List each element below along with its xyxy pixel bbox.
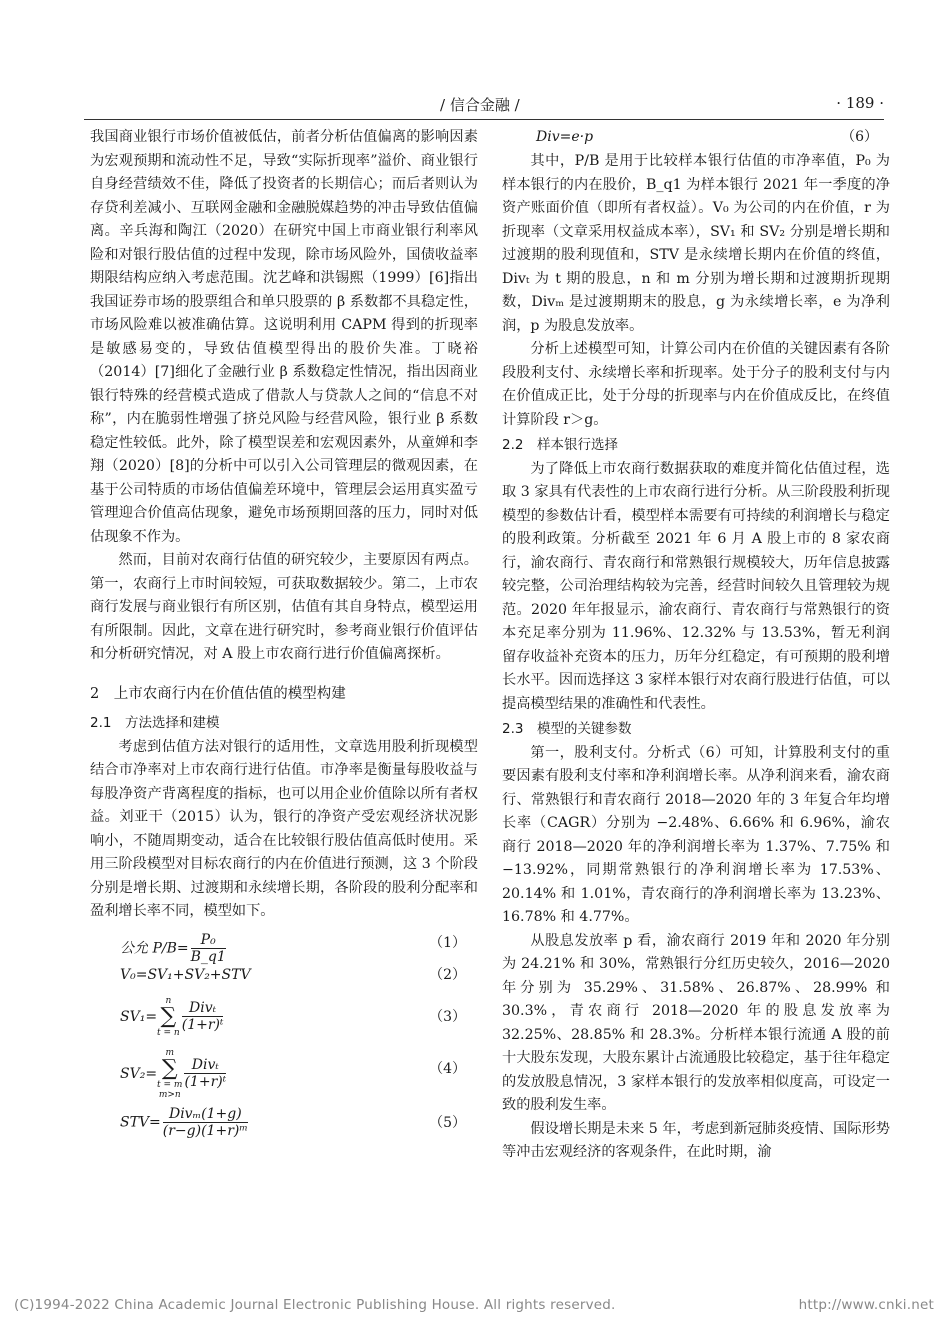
- eq-body: V₀=SV₁+SV₂+STV: [120, 966, 251, 983]
- eq-numerator: Divₘ(1+g): [163, 1106, 248, 1123]
- equation-1: [90, 924, 478, 965]
- eq-prefix: STV=: [120, 1114, 161, 1130]
- footer-link[interactable]: http://www.cnki.net: [798, 1297, 934, 1313]
- eq-prefix: SV₁=: [120, 1008, 158, 1025]
- subsection-heading: 2.2 样本银行选择: [502, 437, 618, 453]
- eq-body: Div=e·p: [536, 129, 594, 145]
- sum-condition: m>n: [158, 1089, 181, 1100]
- copyright-notice: (C)1994-2022 China Academic Journal Electronic Publishing House. All rights reserved.: [14, 1297, 616, 1313]
- paragraph: 分析上述模型可知，计算公司内在价值的关键因素有各阶段股利支付、永续增长率和折现率。处于分子的股利支付与内在价值成正比，处于分母的折现率与内在价值成反比，在终值计算阶段 r＞g。: [502, 341, 890, 428]
- eq-denominator: B_q1: [190, 948, 226, 965]
- journal-name: / 信合金融 /: [440, 96, 520, 114]
- sum-upper: n: [165, 995, 172, 1006]
- equation-3: SV₁= n ∑ t = n $\frac{\text{Divₜ}}{\text{(1+r)ᵗ}}$ （3）: [120, 995, 466, 1038]
- eq-prefix: 公允 P/B=: [120, 940, 189, 956]
- equation-number: （1）: [429, 934, 466, 951]
- equation-4: SV₂= m ∑ t = m m>n $\frac{\text{Divₜ}}{\text{(1+r)ᵗ}}$ （4）: [120, 1047, 466, 1100]
- equation-number: （2）: [429, 966, 466, 983]
- sum-upper: m: [165, 1047, 175, 1058]
- eq-prefix: SV₂=: [120, 1065, 158, 1082]
- sum-lower: t = m: [157, 1079, 183, 1090]
- paragraph: 其中，P/B 是用于比较样本银行估值的市净率值，P₀ 为样本银行的内在股价，B_q1 为样本银行 2021 年一季度的净资产账面价值（即所有者权益）。V₀ 为公司的内在价值，r 为折现率（文章采用权益成本率），SV₁ 和 SV₂ 分别是增长期和过渡期的股利现值和，STV 是永续增长期内在价值的终值，Divₜ 为 t 期的股息，n 和 m 分别为增长期和过渡期折现期数，Divₘ 是过渡期期末的股息，g 为永续增长率，e 为净利润，p 为股息发放率。: [502, 153, 890, 334]
- equation-2: [90, 962, 478, 992]
- page-header: [0, 94, 950, 118]
- paragraph: 然而，目前对农商行估值的研究较少，主要原因有两点。第一，农商行上市时间较短，可获取数据较少。第二，上市农商行发展与商业银行有所区别，估值有其自身特点，模型运用有所限制。因此，文章在进行研究时，参考商业银行价值评估和分析研究情况，对 A 股上市农商行进行价值偏离探析。: [90, 552, 478, 662]
- paragraph: 假设增长期是未来 5 年，考虑到新冠肺炎疫情、国际形势等冲击宏观经济的客观条件，在此时期，渝: [502, 1120, 890, 1160]
- equation-number: （5）: [429, 1114, 466, 1131]
- paragraph: 我国商业银行市场价值被低估，前者分析估值偏离的影响因素为宏观预期和流动性不足，导致“实际折现率”溢价、商业银行自身经营绩效不佳，降低了投资者的长期信心；而后者则认为存贷利差减小、互联网金融和金融脱媒趋势的冲击导致估值偏离。辛兵海和陶江（2020）在研究中国上市商业银行利率风险和对银行股估值的过程中发现，除市场风险外，国债收益率期限结构应纳入考虑范围。沈艺峰和洪锡熙（1999）[6]指出我国证券市场的股票组合和单只股票的 β 系数都不具稳定性，市场风险难以被准确估算。这说明利用 CAPM 得到的折现率是敏感易变的，导致估值模型得出的股价失准。丁晓裕（2014）[7]细化了金融行业 β 系数稳定性情况，指出因商业银行特殊的经营模式造成了借款人与贷款人之间的“信息不对称”，内在脆弱性增强了挤兑风险与经营风险，银行业 β 系数稳定性较低。此外，除了模型误差和宏观因素外，从童婵和李翔（2020）[8]的分析中可以引入公司管理层的微观因素，在基于公司特质的市场估值偏差环境中，管理层会运用真实盈亏管理迎合价值高估现象，避免市场预期回落的压力，同时对低估现象不作为。: [90, 129, 478, 545]
- paragraph: 考虑到估值方法对银行的适用性，文章选用股利折现模型结合市净率对上市农商行进行估值。市净率是衡量每股收益与每股净资产背离程度的指标，也可以用企业价值除以所有者权益。刘亚干（2015）认为，银行的净资产受宏观经济状况影响小，不随周期变动，适合在比较银行股估值高低时使用。采用三阶段模型对目标农商行的内在价值进行预测，这 3 个阶段分别是增长期、过渡期和永续增长期，各阶段的股利分配率和盈利增长率不同，模型如下。: [90, 738, 478, 919]
- eq-denominator: (1+r)ᵗ: [181, 1017, 224, 1033]
- equation-6: [502, 126, 890, 150]
- equation-number: （3）: [429, 1008, 466, 1025]
- subsection-heading: 2.3 模型的关键参数: [502, 721, 632, 737]
- eq-denominator: (1+r)ᵗ: [184, 1074, 227, 1090]
- sum-lower: t = n: [157, 1027, 180, 1038]
- left-column: [90, 126, 478, 1146]
- eq-numerator: Divₜ: [184, 1057, 226, 1074]
- eq-numerator: P₀: [191, 932, 226, 949]
- paragraph: 第一，股利支付。分析式（6）可知，计算股利支付的重要因素有股利支付率和净利润增长率。从净利润来看，渝农商行、常熟银行和青农商行 2018—2020 年的 3 年复合年均增长率（CAGR）分别为 −2.48%、6.66% 和 6.96%，渝农商行 2018—2020 年的净利润增长率为 1.37%、7.75% 和 −13.92%，同期常熟银行的净利润增长率为 17.53%、20.14% 和 1.01%，青农商行的净利润增长率为 13.23%、16.78% 和 4.77%。: [502, 744, 890, 925]
- equation-number: （6）: [841, 129, 878, 145]
- equation-number: （4）: [429, 1060, 466, 1077]
- paragraph: 从股息发放率 p 看，渝农商行 2019 年和 2020 年分别为 24.21% 和 30%，常熟银行分红历史较久，2016—2020 年分别为 35.29%、31.58%、26.87%、28.99% 和 30.3%，青农商行 2018—2020 年的股息发放率为 32.25%、28.85% 和 28.3%。分析样本银行流通 A 股的前十大股东发现，大股东累计占流通股比较稳定，基于往年稳定的发放股息情况，3 家样本银行的发放率相似度高，可设定一致的股利发生率。: [502, 932, 890, 1113]
- subsection-heading: 2.1 方法选择和建模: [90, 715, 220, 731]
- right-column: [502, 126, 890, 1165]
- paragraph: 为了降低上市农商行数据获取的难度并简化估值过程，选取 3 家具有代表性的上市农商行进行分析。从三阶段股利折现模型的参数估计看，模型样本需要有可持续的利润增长与稳定的股利政策。分析截至 2021 年 6 月 A 股上市的 8 家农商行，渝农商行、青农商行和常熟银行规模较大，历年信息披露较完整，公司治理结构较为完善，经营时间较久且管理较为规范。2020 年年报显示，渝农商行、青农商行与常熟银行的资本充足率分别为 11.96%、12.32% 与 13.53%，暂无利润留存收益补充资本的压力，历年分红稳定，有可预期的股利增长水平。因而选择这 3 家样本银行对农商行股进行估值，可以提高模型结果的准确性和代表性。: [502, 460, 890, 712]
- eq-numerator: Divₜ: [182, 1000, 224, 1017]
- eq-denominator: (r−g)(1+r)ᵐ: [162, 1122, 248, 1139]
- equation-5: [90, 1102, 478, 1146]
- section-heading: 2 上市农商行内在价值估值的模型构建: [90, 685, 346, 702]
- page-number: · 189 ·: [836, 94, 884, 112]
- header-rule: [84, 119, 884, 120]
- page-footer: [14, 1297, 934, 1313]
